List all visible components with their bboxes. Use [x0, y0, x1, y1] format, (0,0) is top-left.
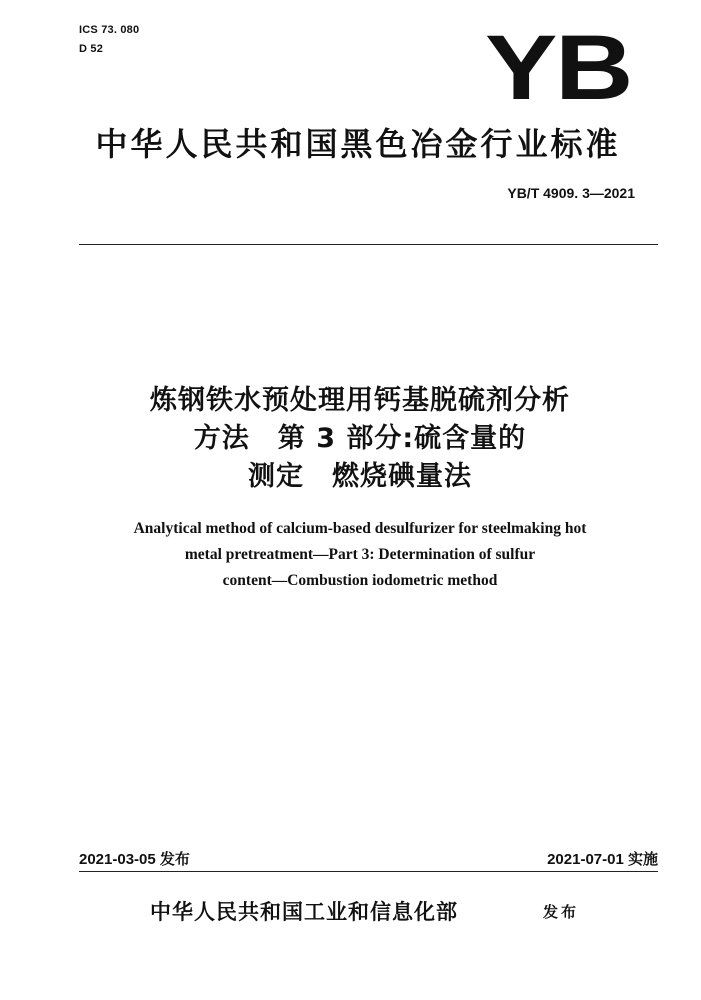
issue-date: 2021-03-05 发布: [79, 851, 190, 868]
issuing-authority: 中华人民共和国工业和信息化部: [150, 900, 458, 924]
english-title-line-2: metal pretreatment—Part 3: Determination of sulfur: [184, 546, 536, 563]
ics-code: ICS 73. 080: [79, 24, 140, 36]
chinese-title-line-1: 炼钢铁水预处理用钙基脱硫剂分析: [150, 385, 570, 416]
top-divider: [79, 244, 658, 245]
standard-number: YB/T 4909. 3—2021: [507, 185, 635, 201]
implementation-date: 2021-07-01 实施: [547, 851, 658, 868]
organization-title: 中华人民共和国黑色冶金行业标准: [95, 125, 621, 163]
chinese-title: [60, 382, 660, 496]
yb-logo: YB: [485, 17, 632, 119]
ccs-code: D 52: [79, 43, 104, 55]
issue-action-label: 发布: [543, 903, 580, 921]
bottom-divider: [79, 871, 658, 872]
chinese-title-line-3: 测定 燃烧碘量法: [248, 461, 472, 492]
english-title: [60, 516, 660, 594]
english-title-line-1: Analytical method of calcium-based desulfurizer for steelmaking hot: [133, 520, 587, 537]
chinese-title-line-2: 方法 第 3 部分:硫含量的: [193, 423, 527, 454]
english-title-line-3: content—Combustion iodometric method: [222, 572, 498, 589]
